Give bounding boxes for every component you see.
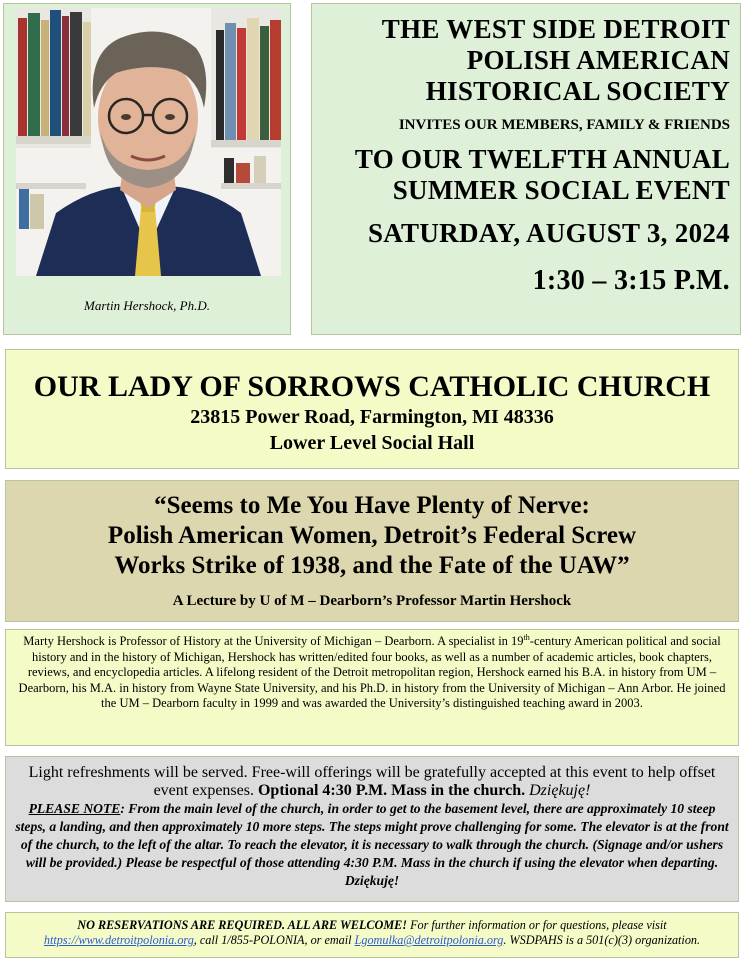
footer-text-1: For further information or for questions, please visit: [407, 918, 667, 932]
speaker-portrait-image: [16, 8, 281, 276]
mass-text: Optional 4:30 P.M. Mass in the church.: [257, 782, 526, 799]
thanks-text: Dziękuję!: [529, 782, 591, 799]
bio-text-part-1: Marty Hershock is Professor of History at the University of Michigan – Dearborn. A specialist in 19: [23, 634, 524, 648]
lecture-title-line-2: Polish American Women, Detroit’s Federal Screw: [107, 522, 637, 549]
speaker-photo-panel: [3, 3, 291, 335]
no-reservations-text: NO RESERVATIONS ARE REQUIRED. ALL ARE WELCOME!: [77, 918, 408, 932]
refreshments-text: Light refreshments will be served. Free-will offerings will be gratefully accepted at this event to help offset event expenses.: [28, 764, 716, 799]
lecture-subtitle: A Lecture by U of M – Dearborn’s Professor Martin Hershock: [172, 593, 572, 609]
lecture-title: [6, 491, 738, 581]
footer-text-2: , call 1/855-POLONIA, or email: [193, 933, 355, 947]
footer-text-3: . WSDPAHS is a 501(c)(3) organization.: [503, 933, 701, 947]
photo-caption: Martin Hershock, Ph.D.: [83, 298, 210, 313]
please-note-label: PLEASE NOTE: [28, 801, 121, 816]
event-date: SATURDAY, AUGUST 3, 2024: [367, 218, 730, 248]
society-name-line-3: HISTORICAL SOCIETY: [425, 76, 730, 106]
website-link[interactable]: https://www.detroitpolonia.org: [43, 933, 194, 947]
venue-address: 23815 Power Road, Farmington, MI 48336: [190, 406, 554, 428]
event-time: 1:30 – 3:15 P.M.: [532, 265, 730, 296]
bio-text-part-2: -century American political and social history and in the history of Michigan, Hershock has written/edited four books, as well as a number of academic articles, book chapters, reviews, and encyclopedia articles. A lifelong resident of the Detroit metropolitan region, Hershock earned his B.A. in history from UM – Dearborn, his M.A. in history from Wayne State University, and his Ph.D. in history from the University of Michigan – Ann Arbor. He joined the UM – Dearborn faculty in 1999 and was awarded the University’s distinguished teaching award in 2003.: [18, 634, 726, 711]
bio-superscript: th: [523, 632, 530, 642]
footer-panel: [5, 912, 739, 958]
venue-name: OUR LADY OF SORROWS CATHOLIC CHURCH: [33, 370, 711, 403]
lecture-title-line-3: Works Strike of 1938, and the Fate of the UAW”: [114, 552, 630, 579]
invitation-line: INVITES OUR MEMBERS, FAMILY & FRIENDS: [398, 117, 730, 133]
venue-panel: [5, 349, 739, 469]
event-title-line-1: TO OUR TWELFTH ANNUAL: [354, 144, 730, 174]
please-note-text: : From the main level of the church, in order to get to the basement level, there are approximately 10 steep steps, a landing, and then approximately 10 more steps. The steps might prove challenging for some. The elevator is at the front of the church, to the left of the altar. To reach the elevator, it is necessary to walk through the church. (Signage and/or ushers will be provided.) Please be respectful of those attending 4:30 P.M. Mass in the church if using the elevator when departing. Dziękuję!: [15, 801, 729, 888]
event-header-panel: [311, 3, 741, 335]
society-name-line-1: THE WEST SIDE DETROIT: [381, 14, 730, 44]
lecture-panel: [5, 480, 739, 622]
lecture-title-line-1: “Seems to Me You Have Plenty of Nerve:: [154, 492, 590, 519]
speaker-bio-panel: [5, 629, 739, 746]
notes-panel: [5, 756, 739, 902]
society-name-line-2: POLISH AMERICAN: [466, 45, 730, 75]
event-title-line-2: SUMMER SOCIAL EVENT: [392, 175, 730, 205]
venue-hall: Lower Level Social Hall: [269, 432, 475, 454]
speaker-photo: [16, 8, 281, 276]
email-link[interactable]: Lgomulka@detroitpolonia.org: [354, 933, 504, 947]
